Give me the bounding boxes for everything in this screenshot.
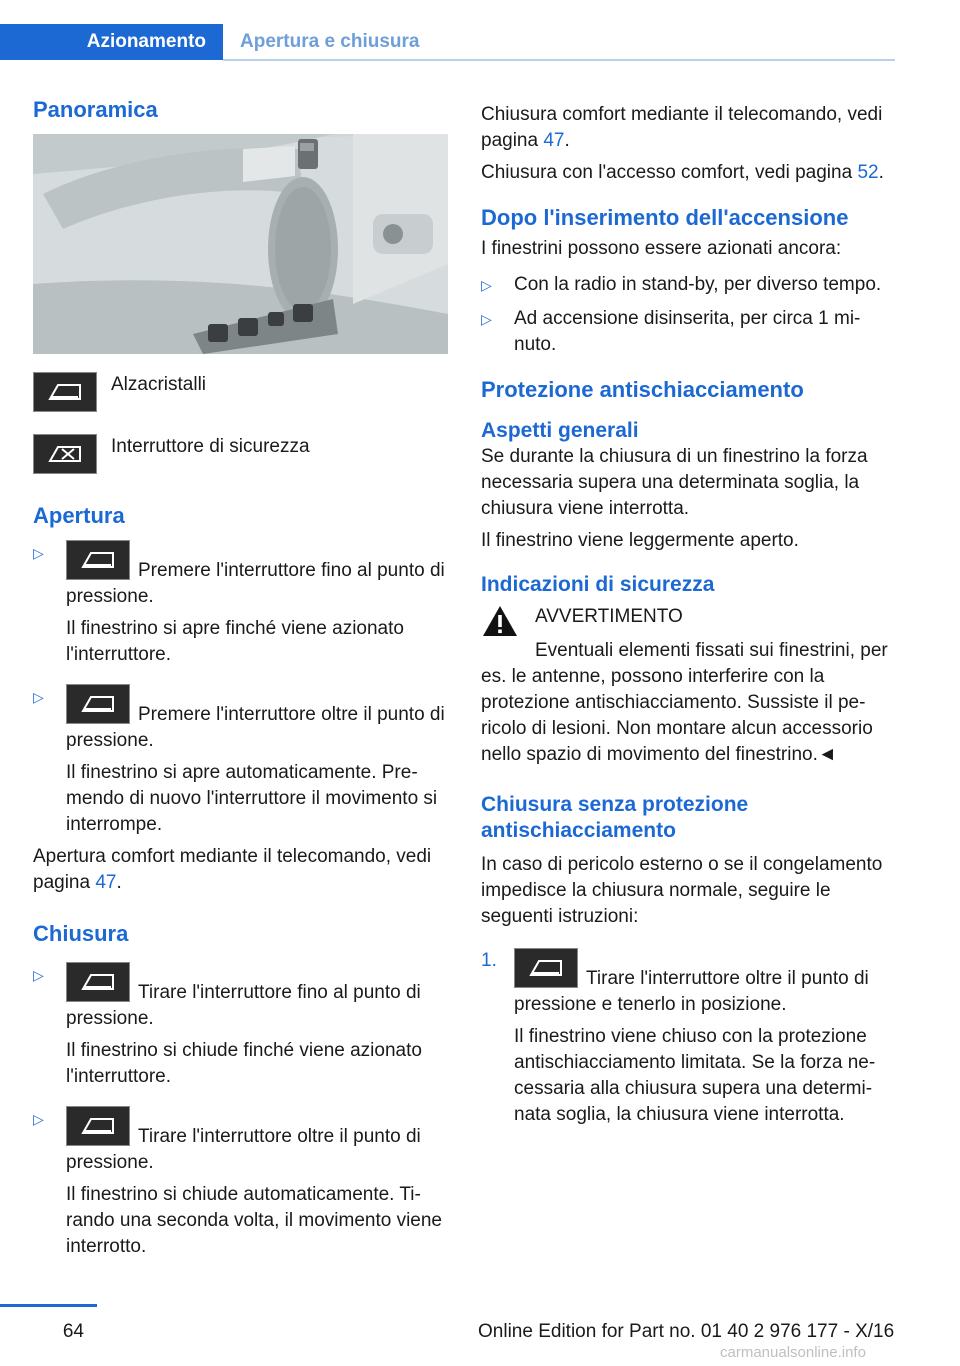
bullet-triangle-icon: ▷ — [33, 967, 44, 983]
item-action: Tirare l'interruttore oltre il punto di pressione. — [66, 1126, 421, 1173]
page-number: 64 — [62, 1321, 84, 1342]
window-switch-icon — [66, 540, 130, 580]
window-switch-icon — [66, 684, 130, 724]
bullet-triangle-icon: ▷ — [481, 277, 492, 293]
warning-label: AVVERTIMENTO — [535, 606, 683, 627]
bullet-triangle-icon: ▷ — [33, 545, 44, 561]
safety-notes-heading: Indicazioni di sicurezza — [481, 573, 715, 596]
opening-heading: Apertura — [33, 503, 125, 528]
opening-list — [33, 540, 448, 838]
item-result: Il finestrino si apre finché viene azionato l'interruttore. — [66, 618, 404, 665]
window-switch-icon — [33, 372, 97, 412]
bullet-triangle-icon: ▷ — [33, 689, 44, 705]
legend-safety-switch — [33, 434, 448, 474]
page-header — [0, 24, 895, 62]
header-subsection-tab: Apertura e chiusura — [240, 31, 420, 52]
page-link[interactable]: 52 — [857, 162, 879, 183]
list-item — [481, 948, 896, 1128]
item-action: Tirare l'interruttore oltre il punto di pressione e tenerlo in posizione. — [514, 968, 869, 1015]
closing-list — [33, 962, 448, 1260]
item-action: Tirare l'interruttore fino al punto di pressione. — [66, 982, 421, 1029]
item-result: Il finestrino si chiude finché viene azionato l'interruttore. — [66, 1040, 422, 1087]
pinch-protection-heading: Protezione antischiacciamento — [481, 377, 804, 402]
general-aspects-heading: Aspetti generali — [481, 419, 639, 442]
closing-heading: Chiusura — [33, 921, 129, 946]
item-result: Il finestrino viene chiuso con la protezione antischiacciamento limitata. Se la forza necessaria alla chiusura supera una determinata soglia, la chiusura viene interrotta. — [514, 1026, 876, 1125]
bullet-triangle-icon: ▷ — [33, 1111, 44, 1127]
edition-text: Online Edition for Part no. 01 40 2 976 177 - X/16 — [478, 1321, 895, 1342]
list-item — [33, 962, 448, 1090]
overview-heading: Panoramica — [33, 97, 158, 122]
general-text-2: Il finestrino viene leggermente aperto. — [481, 530, 799, 551]
safety-switch-icon — [33, 434, 97, 474]
item-action: Premere l'interruttore oltre il punto di pressione. — [66, 704, 445, 751]
legend-window-switch — [33, 372, 448, 412]
closing-access-paragraph: Chiusura con l'accesso comfort, vedi pagina 52. — [481, 162, 884, 183]
window-switch-icon — [514, 948, 578, 988]
steps-list — [481, 948, 896, 1128]
legend-label: Alzacristalli — [111, 374, 207, 395]
warning-block — [481, 604, 896, 768]
list-item: ▷ Ad accensione disinserita, per circa 1 minuto. — [481, 308, 861, 355]
warning-text: Eventuali elementi fissati sui finestrini, per es. le antenne, possono interferire con la protezione antischiacciamento. Sussiste il pericolo di lesioni. Non montare alcun accessorio nello spazio di movimento del finestrino.◄ — [481, 640, 888, 765]
left-column — [33, 96, 448, 1276]
after-ignition-heading: Dopo l'inserimento dell'accensione — [481, 205, 849, 230]
legend-label: Interruttore di sicurezza — [111, 436, 310, 457]
footer-rule — [0, 1304, 97, 1307]
general-text: Se durante la chiusura di un finestrino la forza necessaria supera una determinata soglia, la chiusura viene interrotta. — [481, 446, 868, 519]
item-action: Premere l'interruttore fino al punto di pressione. — [66, 560, 445, 607]
no-pinch-intro: In caso di pericolo esterno o se il congelamento impedisce la chiusura normale, seguire le seguenti istruzioni: — [481, 854, 883, 927]
item-result: Il finestrino si chiude automaticamente. Tirando una seconda volta, il movimento viene interrotto. — [66, 1184, 443, 1257]
page-link[interactable]: 47 — [543, 130, 565, 151]
window-switch-icon — [66, 962, 130, 1002]
opening-comfort-paragraph: Apertura comfort mediante il telecomando, vedi pagina 47. — [33, 846, 432, 893]
warning-triangle-icon — [481, 604, 519, 638]
closing-comfort-paragraph: Chiusura comfort mediante il telecomando, vedi pagina 47. — [481, 104, 883, 151]
list-item: ▷ Con la radio in stand-by, per diverso tempo. — [481, 272, 896, 298]
watermark-text: carmanualsonline.info — [720, 1344, 866, 1361]
list-item — [33, 540, 448, 668]
no-pinch-closing-heading: Chiusura senza protezione antischiacciamento — [481, 793, 749, 842]
page-link[interactable]: 47 — [95, 872, 117, 893]
list-item — [33, 1106, 448, 1260]
header-rule — [223, 59, 895, 61]
bullet-triangle-icon: ▷ — [481, 311, 492, 327]
door-panel-photo — [33, 134, 448, 354]
header-section-tab: Azionamento — [0, 24, 223, 60]
right-column — [481, 102, 896, 1134]
window-switch-icon — [66, 1106, 130, 1146]
after-ignition-list — [481, 272, 896, 358]
list-item — [33, 684, 448, 838]
item-result: Il finestrino si apre automaticamente. Premendo di nuovo l'interruttore il movimento si interrompe. — [66, 762, 438, 835]
after-ignition-intro: I finestrini possono essere azionati ancora: — [481, 238, 842, 259]
step-number: 1. — [481, 950, 497, 971]
